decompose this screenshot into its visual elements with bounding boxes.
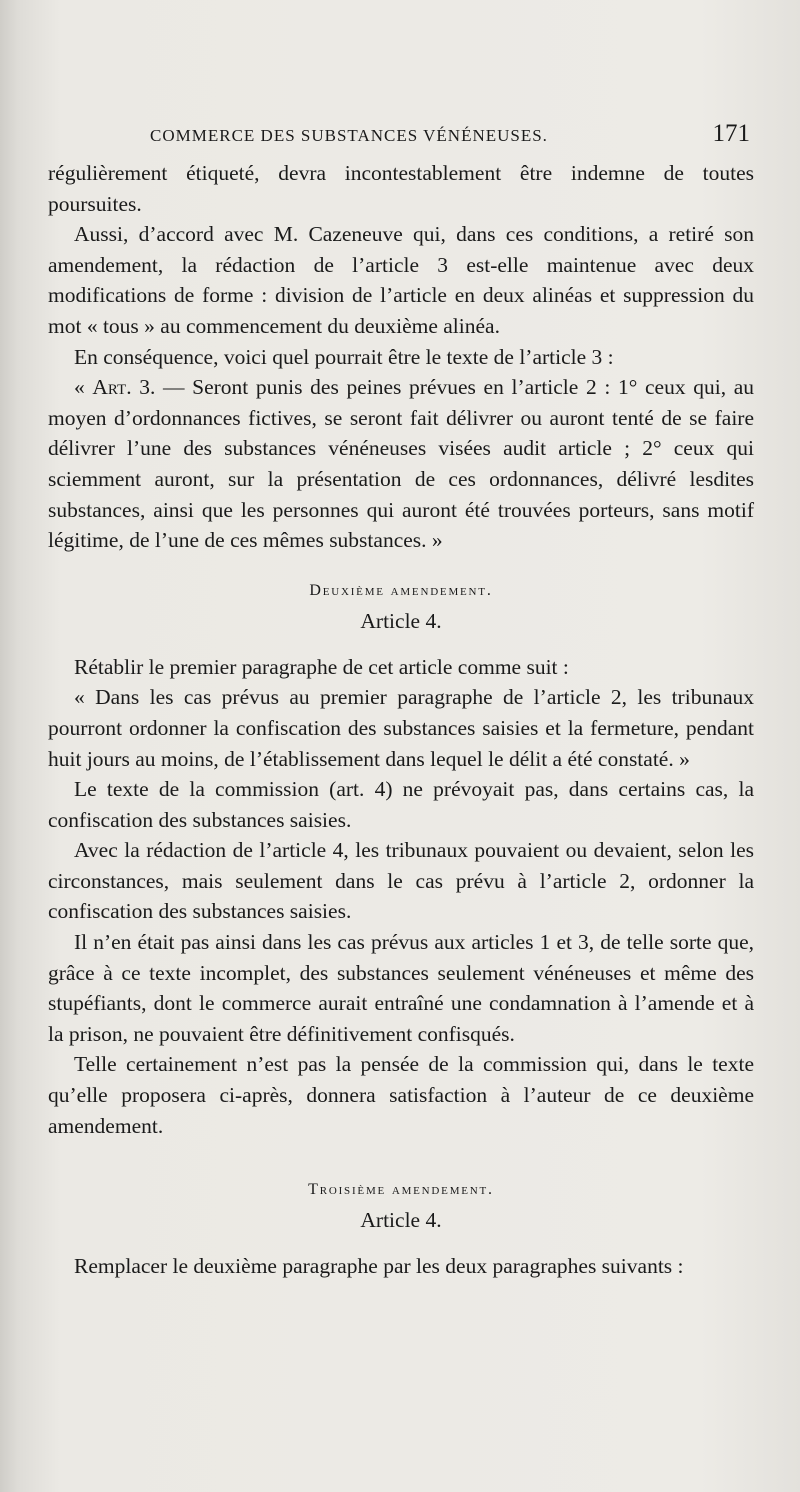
section-heading: Troisième amendement.	[308, 1181, 494, 1199]
paragraph: En conséquence, voici quel pourrait être le texte de l’article 3 :	[74, 344, 614, 369]
running-header	[150, 120, 750, 154]
quoted-article-text	[48, 372, 754, 556]
quote-open: «	[74, 375, 93, 400]
page-body	[48, 158, 754, 1282]
paragraph: « Dans les cas prévus au premier paragraphe de l’article 2, les tribunaux pourront ordonner la confiscation des substances saisies et la fermeture, pendant huit jours au moins, de l’établissement dans lequel le délit a été constaté. »	[48, 685, 754, 771]
article-abbrev: Art.	[92, 375, 132, 400]
paragraph: Le texte de la commission (art. 4) ne prévoyait pas, dans certains cas, la confiscation des substances saisies.	[48, 777, 754, 832]
paragraph: Aussi, d’accord avec M. Cazeneuve qui, dans ces conditions, a retiré son amendement, la rédaction de l’article 3 est-elle maintenue avec deux modifications de forme : division de l’article en deux alinéas et suppression du mot « tous » au commencement du deuxième alinéa.	[48, 222, 754, 338]
paragraph: Avec la rédaction de l’article 4, les tribunaux pouvaient ou devaient, selon les circonstances, mais seulement dans le cas prévu à l’article 2, ordonner la confiscation des substances saisies.	[48, 838, 754, 924]
paragraph: Rétablir le premier paragraphe de cet article comme suit :	[74, 654, 569, 679]
section-heading: Deuxième amendement.	[309, 581, 493, 599]
paragraph: Telle certainement n’est pas la pensée de la commission qui, dans le texte qu’elle proposera ci-après, donnera satisfaction à l’auteur de ce deuxième amendement.	[48, 1052, 754, 1138]
paragraph: Il n’en était pas ainsi dans les cas prévus aux articles 1 et 3, de telle sorte que, grâce à ce texte incomplet, des substances seulement vénéneuses et même des stupéfiants, dont le commerce aurait entraîné une condamnation à l’amende et à la prison, ne pouvaient être définitivement confisqués.	[48, 930, 754, 1046]
article-heading: Article 4.	[360, 608, 442, 633]
quote-body: 3. — Seront punis des peines prévues en l’article 2 : 1° ceux qui, au moyen d’ordonnances fictives, se seront fait délivrer ou auront tenté de se faire délivrer l’une des substances vénéneuses visées audit article ; 2° ceux qui sciemment auront, sur la présentation de ces ordonnances, délivré lesdites substances, ainsi que les personnes qui auront été trouvées porteurs, sans motif légitime, de l’une de ces mêmes substances. »	[48, 375, 755, 553]
article-heading: Article 4.	[360, 1208, 442, 1233]
paragraph: Remplacer le deuxième paragraphe par les deux paragraphes suivants :	[74, 1254, 684, 1279]
running-title: COMMERCE DES SUBSTANCES VÉNÉNEUSES.	[150, 126, 548, 145]
page-number: 171	[712, 120, 750, 147]
paragraph: régulièrement étiqueté, devra incontestablement être indemne de toutes poursuites.	[48, 161, 754, 216]
